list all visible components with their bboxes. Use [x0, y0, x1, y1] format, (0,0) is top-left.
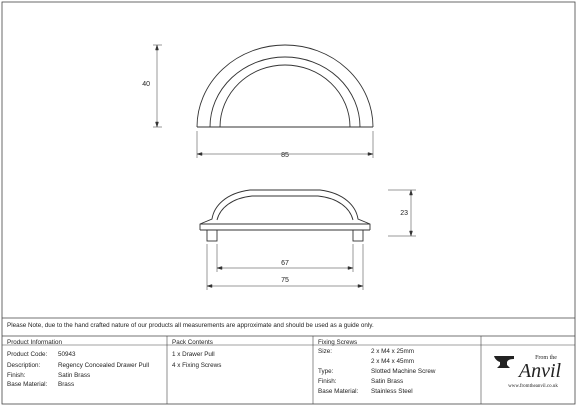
screw-base-material-label: Base Material:: [318, 388, 359, 395]
side-view-right-foot: [353, 230, 363, 241]
screw-size-label: Size:: [318, 348, 332, 355]
product-code-value: 50943: [58, 351, 76, 358]
hole-centres-dimension-label: 67: [281, 260, 289, 267]
description-label: Description:: [7, 362, 41, 369]
base-length-dimension-label: 75: [281, 277, 289, 284]
side-view-inner-profile: [217, 196, 353, 220]
screw-base-material-value: Stainless Steel: [371, 388, 413, 395]
measurement-disclaimer: Please Note, due to the hand crafted nature of our products all measurements are approximate and should be used as a guide only.: [7, 322, 374, 329]
side-view-left-foot: [207, 230, 217, 241]
screw-finish-label: Finish:: [318, 378, 337, 385]
screw-type-value: Slotted Machine Screw: [371, 368, 436, 375]
width-dimension-label: 85: [281, 152, 289, 159]
fixing-screws-heading: Fixing Screws: [318, 339, 358, 346]
logo-from-the: From the: [535, 355, 557, 361]
pack-contents-heading: Pack Contents: [172, 339, 213, 346]
height-dimension-label: 40: [142, 81, 150, 88]
logo-anvil-wordmark: Anvil: [518, 360, 562, 382]
front-view-mid-arc: [210, 57, 360, 127]
screw-finish-value: Satin Brass: [371, 378, 404, 385]
product-information-heading: Product Information: [7, 339, 62, 346]
sheet-border: [2, 2, 575, 404]
height-dimension: [153, 45, 162, 127]
finish-label: Finish:: [7, 372, 26, 379]
depth-dimension-label: 23: [400, 210, 408, 217]
pack-item: 4 x Fixing Screws: [172, 362, 222, 369]
anvil-icon: [494, 356, 514, 368]
base-material-label: Base Material:: [7, 381, 48, 388]
product-code-label: Product Code:: [7, 351, 48, 358]
screw-size-value-2: 2 x M4 x 45mm: [371, 358, 415, 365]
hole-centres-dimension: [217, 244, 353, 272]
screw-type-label: Type:: [318, 368, 334, 375]
description-value: Regency Concealed Drawer Pull: [58, 362, 150, 369]
from-the-anvil-logo: [492, 350, 572, 390]
front-view: [197, 45, 373, 127]
side-view: [200, 190, 370, 241]
pack-item: 1 x Drawer Pull: [172, 351, 215, 358]
base-material-value: Brass: [58, 381, 75, 388]
screw-size-value: 2 x M4 x 25mm: [371, 348, 415, 355]
logo-url: www.fromtheanvil.co.uk: [508, 384, 558, 389]
front-view-inner-arc: [220, 65, 350, 127]
finish-value: Satin Brass: [58, 372, 91, 379]
